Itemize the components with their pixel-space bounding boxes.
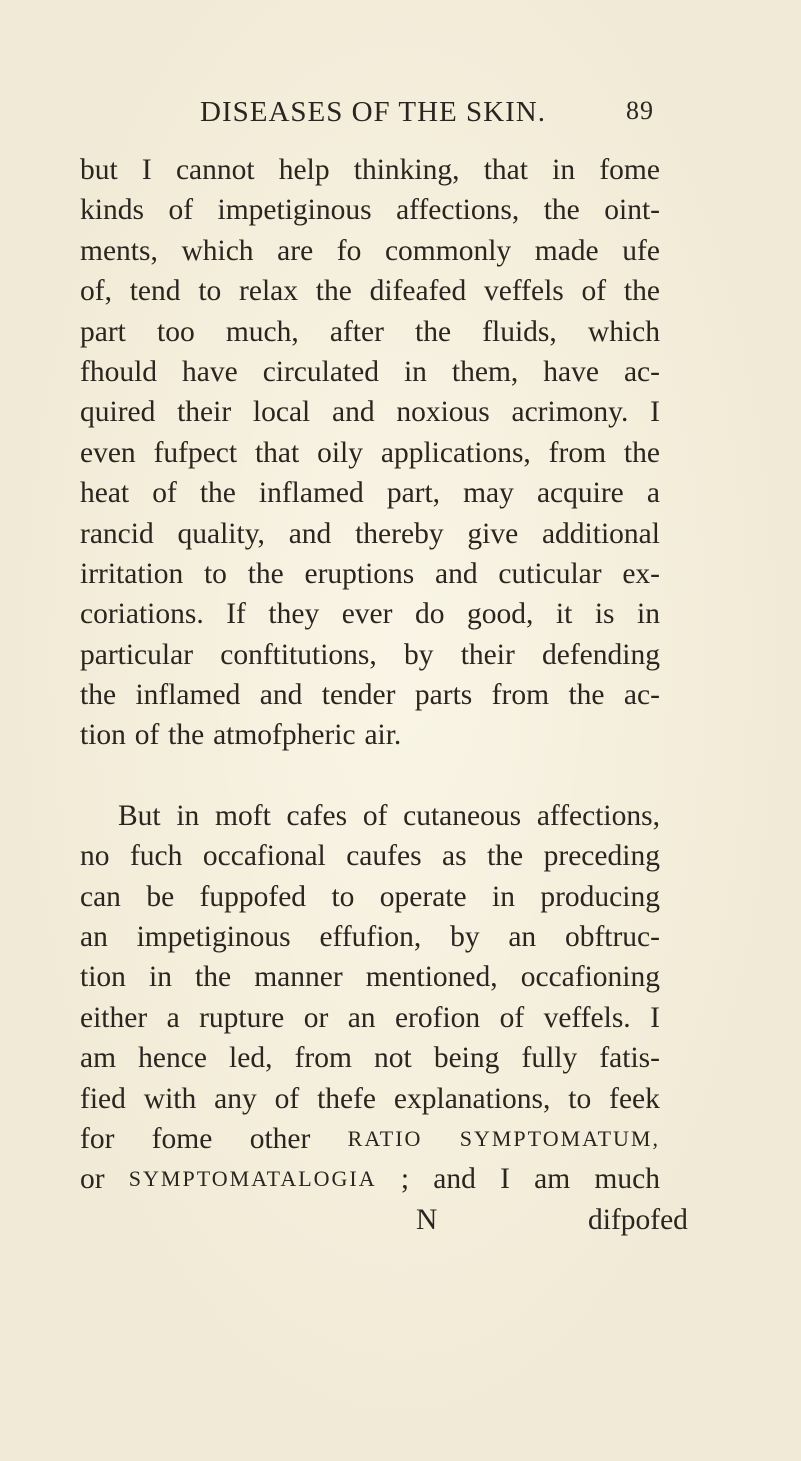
word: their [177, 396, 232, 429]
word: rancid [80, 517, 154, 550]
word: additional [541, 517, 660, 550]
word: eruptions [304, 557, 415, 590]
word: they [268, 598, 320, 631]
word: hence [138, 1042, 207, 1075]
word: which [181, 234, 254, 267]
text-line [80, 554, 660, 594]
word: the [168, 719, 205, 752]
word: of [134, 719, 160, 752]
word: relax [239, 275, 299, 308]
word: their [460, 638, 515, 671]
word: thinking, [353, 154, 460, 186]
word: the [623, 275, 660, 308]
word: particular [80, 638, 194, 671]
word: ments, [80, 234, 158, 267]
word: in [403, 355, 427, 388]
word: help [278, 154, 330, 186]
word: occafional [202, 840, 326, 873]
word: to [203, 557, 227, 590]
word: I [650, 396, 660, 429]
running-header [200, 96, 680, 136]
word: But [118, 799, 161, 832]
text-line [80, 594, 660, 634]
word: SYMPTOMATALOGIA [128, 1166, 377, 1192]
word: be [146, 880, 175, 913]
text-line [80, 796, 660, 836]
word: the [315, 275, 352, 308]
word: fuch [129, 840, 183, 873]
word: RATIO [347, 1125, 423, 1151]
word: am [80, 1042, 117, 1075]
word: effufion, [319, 921, 422, 954]
text-line [80, 473, 660, 513]
word: tion [80, 719, 126, 752]
word: in [492, 880, 515, 913]
word: fome [151, 1122, 213, 1155]
word: fhould [80, 355, 158, 388]
word: even [80, 436, 136, 469]
page-number: 89 [626, 96, 654, 125]
word: I [650, 1001, 660, 1034]
text-line [80, 1119, 660, 1159]
word: an [508, 921, 537, 954]
footer-line [80, 1200, 688, 1240]
word: I [500, 1163, 510, 1196]
word: of [362, 799, 388, 832]
word: manner [254, 961, 343, 994]
word: too [157, 315, 195, 348]
word: the [80, 679, 117, 712]
word: moft [215, 799, 271, 832]
word: in [176, 799, 200, 832]
word: am [534, 1163, 571, 1196]
word: can [80, 880, 121, 913]
word: in [637, 598, 660, 631]
word: explanations, [393, 1082, 551, 1115]
word: the [487, 840, 524, 873]
word: for [80, 1122, 115, 1155]
word: an [347, 1001, 376, 1034]
text-line [80, 1159, 660, 1199]
word: an [80, 921, 108, 954]
running-title: DISEASES OF THE SKIN. [200, 96, 546, 128]
word: fo [336, 234, 362, 267]
text-line [80, 1038, 660, 1078]
paragraph-1 [80, 150, 660, 756]
word: ex- [622, 557, 660, 590]
word: preceding [543, 840, 660, 873]
word: heat [80, 477, 130, 510]
text-line [80, 1079, 660, 1119]
word: impetiginous [136, 921, 291, 954]
word: from [548, 436, 607, 469]
word: do [415, 598, 445, 631]
text-line [80, 675, 660, 715]
word: fome [599, 154, 660, 186]
word: from [294, 1042, 352, 1075]
text-line [80, 917, 660, 957]
word: commonly [384, 234, 512, 267]
word: or [80, 1163, 105, 1196]
word: no [80, 840, 110, 873]
word: is [594, 598, 615, 631]
word: tion [80, 961, 126, 994]
word: have [182, 355, 238, 388]
word: them, [451, 355, 519, 388]
word: ac- [623, 679, 660, 712]
word: to [331, 880, 355, 913]
word: not [374, 1042, 412, 1075]
word: fatis- [599, 1042, 660, 1075]
word: give [467, 517, 519, 550]
word: I [141, 154, 152, 186]
word: as [442, 840, 467, 873]
word: a [646, 477, 660, 510]
word: veffels. [543, 1001, 631, 1034]
word: by [450, 921, 480, 954]
word: ; [400, 1163, 410, 1196]
word: cuticular [498, 557, 602, 590]
word: and [435, 557, 478, 590]
word: part, [386, 477, 441, 510]
text-line [80, 150, 660, 190]
word: the [568, 679, 605, 712]
word: that [254, 436, 300, 469]
text-line [80, 190, 660, 230]
word: fully [521, 1042, 578, 1075]
word: of [499, 1001, 525, 1034]
text-line [80, 998, 660, 1038]
word: applications, [380, 436, 531, 469]
word: good, [467, 598, 534, 631]
word: oint- [604, 194, 660, 227]
word: other [249, 1122, 311, 1155]
word: impetiginous [217, 194, 372, 227]
word: air. [364, 719, 402, 752]
word: conftitutions, [220, 638, 377, 671]
word: cafes [286, 799, 348, 832]
word: erofion [394, 1001, 481, 1034]
word: are [277, 234, 314, 267]
word: operate [379, 880, 467, 913]
text-line [80, 635, 660, 675]
paragraph-2 [80, 796, 660, 1200]
word: tend [129, 275, 181, 308]
word: much, [225, 315, 299, 348]
word: the [199, 477, 236, 510]
word: inflamed [258, 477, 364, 510]
word: any [214, 1082, 257, 1115]
word: by [403, 638, 434, 671]
word: ac- [623, 355, 660, 388]
word: of [168, 194, 194, 227]
word: quired [80, 396, 156, 429]
word: fied [80, 1082, 126, 1115]
word: local [252, 396, 311, 429]
word: but [80, 154, 118, 186]
paragraph-gap [80, 756, 660, 796]
word: cannot [175, 154, 255, 186]
word: ufe [622, 234, 660, 267]
word: to [198, 275, 222, 308]
text-line [80, 836, 660, 876]
text-line [80, 231, 660, 271]
word: and [288, 517, 332, 550]
word: fluids, [482, 315, 557, 348]
text-line [80, 877, 660, 917]
word: and [259, 679, 303, 712]
word: rupture [199, 1001, 285, 1034]
signature-mark: N [416, 1203, 438, 1236]
word: quality, [177, 517, 265, 550]
word: with [143, 1082, 197, 1115]
word: the [543, 194, 580, 227]
word: either [80, 1001, 148, 1034]
word: mentioned, [365, 961, 498, 994]
word: the [623, 436, 660, 469]
word: caufes [346, 840, 422, 873]
word: tender [321, 679, 396, 712]
text-line [80, 352, 660, 392]
word: kinds [80, 194, 144, 227]
word: circulated [262, 355, 379, 388]
text-line [80, 392, 660, 432]
body-text [80, 150, 688, 1240]
text-line [80, 957, 660, 997]
word: producing [540, 880, 660, 913]
word: thereby [355, 517, 444, 550]
word: SYMPTOMATUM, [459, 1125, 660, 1151]
word: obftruc- [564, 921, 660, 954]
word: part [80, 315, 126, 348]
word: noxious [396, 396, 490, 429]
word: being [433, 1042, 500, 1075]
word: of [581, 275, 607, 308]
word: the [247, 557, 284, 590]
catchword: difpofed [588, 1203, 688, 1236]
word: the [415, 315, 452, 348]
word: much [594, 1163, 660, 1196]
word: If [226, 598, 246, 631]
word: of, [80, 275, 112, 308]
word: a [166, 1001, 180, 1034]
word: and [433, 1163, 476, 1196]
word: parts [414, 679, 473, 712]
word: acquire [536, 477, 624, 510]
word: it [555, 598, 573, 631]
word: defending [541, 638, 660, 671]
word: of [152, 477, 177, 510]
word: acrimony. [511, 396, 629, 429]
word: feek [609, 1082, 660, 1115]
word: inflamed [135, 679, 241, 712]
word: fuppofed [199, 880, 307, 913]
text-line [80, 514, 660, 554]
word: made [534, 234, 599, 267]
word: occafioning [520, 961, 660, 994]
text-line [80, 715, 660, 755]
word: atmofpheric [213, 719, 356, 752]
word: veffels [484, 275, 564, 308]
word: cutaneous [403, 799, 522, 832]
word: oily [317, 436, 363, 469]
word: the [195, 961, 232, 994]
word: and [331, 396, 375, 429]
text-line [80, 312, 660, 352]
word: coriations. [80, 598, 204, 631]
word: in [149, 961, 172, 994]
word: affections, [536, 799, 660, 832]
word: difeafed [369, 275, 467, 308]
word: led, [229, 1042, 273, 1075]
word: after [329, 315, 384, 348]
word: to [568, 1082, 592, 1115]
word: which [587, 315, 660, 348]
word: irritation [80, 557, 184, 590]
word: or [303, 1001, 329, 1034]
word: from [491, 679, 550, 712]
word: in [552, 154, 576, 186]
word: affections, [396, 194, 520, 227]
word: may [463, 477, 514, 510]
word: fufpect [153, 436, 238, 469]
text-line [80, 433, 660, 473]
word: have [543, 355, 599, 388]
word: thefe [317, 1082, 377, 1115]
text-line [80, 271, 660, 311]
word: ever [341, 598, 393, 631]
word: that [483, 154, 528, 186]
word: of [274, 1082, 300, 1115]
